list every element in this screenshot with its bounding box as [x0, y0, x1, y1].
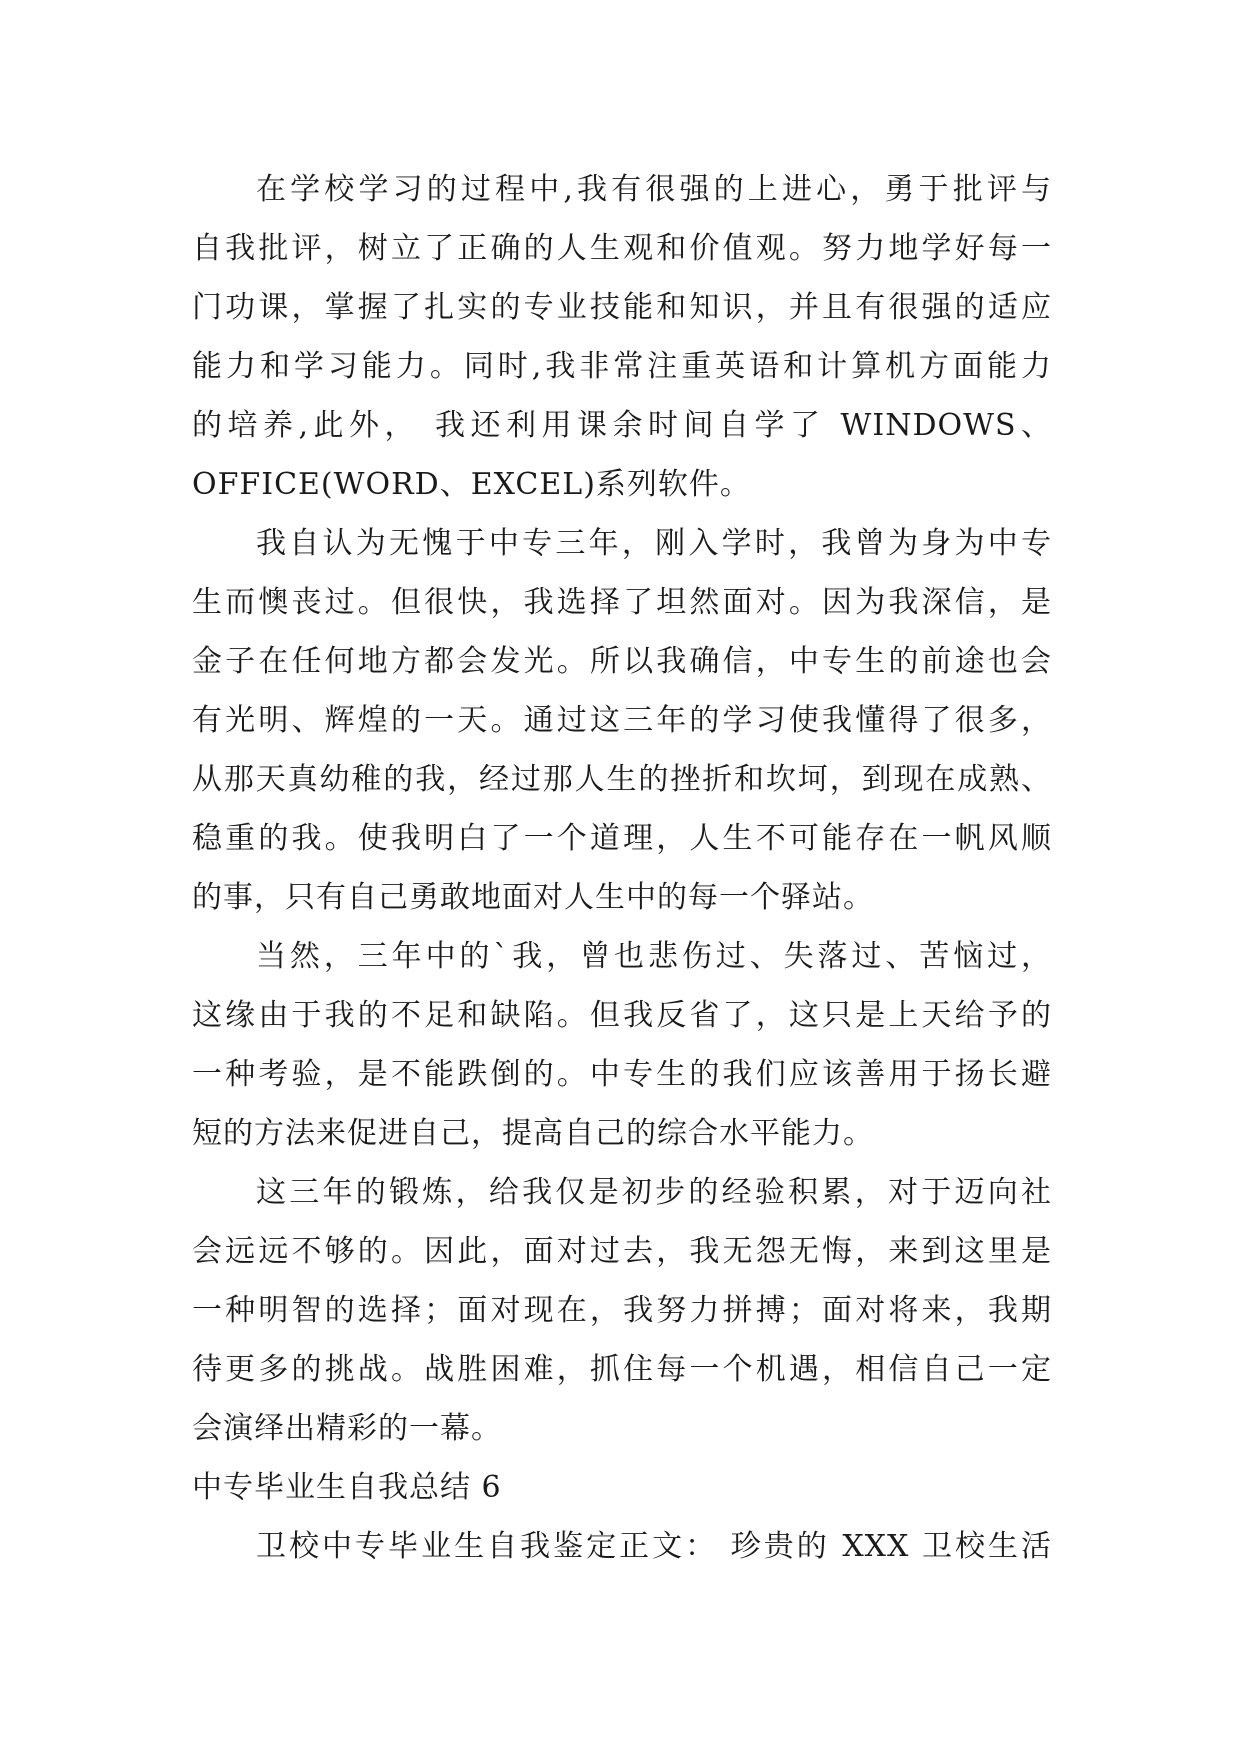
text-line: 会演绎出精彩的一幕。 — [192, 1411, 502, 1446]
text-line: 门功课，掌握了扎实的专业技能和知识，并且有很强的适应 — [192, 290, 1052, 325]
text-line: 的培养,此外， 我还利用课余时间自学了 WINDOWS、 — [192, 408, 1052, 443]
text-line: OFFICE(WORD、EXCEL)系列软件。 — [192, 467, 751, 502]
text-line: 我自认为无愧于中专三年，刚入学时，我曾为身为中专 — [256, 526, 1052, 561]
text-line: 当然，三年中的`我，曾也悲伤过、失落过、苦恼过， — [256, 939, 1052, 974]
text-line: 一种明智的选择；面对现在，我努力拼搏；面对将来，我期 — [192, 1293, 1052, 1328]
text-line: 有光明、辉煌的一天。通过这三年的学习使我懂得了很多， — [192, 703, 1052, 738]
section-heading: 中专毕业生自我总结 6 — [192, 1470, 502, 1505]
text-line: 这缘由于我的不足和缺陷。但我反省了，这只是上天给予的 — [192, 998, 1052, 1033]
document-body — [192, 160, 1052, 1576]
text-line: 生而懊丧过。但很快，我选择了坦然面对。因为我深信，是 — [192, 585, 1052, 620]
text-line: 金子在任何地方都会发光。所以我确信，中专生的前途也会 — [192, 644, 1052, 679]
text-line: 的事，只有自己勇敢地面对人生中的每一个驿站。 — [192, 880, 874, 915]
text-line: 待更多的挑战。战胜困难，抓住每一个机遇，相信自己一定 — [192, 1352, 1052, 1387]
text-line: 短的方法来促进自己，提高自己的综合水平能力。 — [192, 1116, 874, 1151]
text-line: 能力和学习能力。同时,我非常注重英语和计算机方面能力 — [192, 349, 1052, 384]
text-line: 会远远不够的。因此，面对过去，我无怨无悔，来到这里是 — [192, 1234, 1052, 1269]
text-line: 在学校学习的过程中,我有很强的上进心，勇于批评与 — [256, 172, 1052, 207]
text-line: 卫校中专毕业生自我鉴定正文： 珍贵的 XXX 卫校生活 — [256, 1529, 1052, 1564]
text-line: 从那天真幼稚的我，经过那人生的挫折和坎坷，到现在成熟、 — [192, 762, 1052, 797]
text-line: 这三年的锻炼，给我仅是初步的经验积累，对于迈向社 — [256, 1175, 1052, 1210]
text-line: 一种考验，是不能跌倒的。中专生的我们应该善用于扬长避 — [192, 1057, 1052, 1092]
text-line: 稳重的我。使我明白了一个道理，人生不可能存在一帆风顺 — [192, 821, 1052, 856]
text-line: 自我批评，树立了正确的人生观和价值观。努力地学好每一 — [192, 231, 1052, 266]
